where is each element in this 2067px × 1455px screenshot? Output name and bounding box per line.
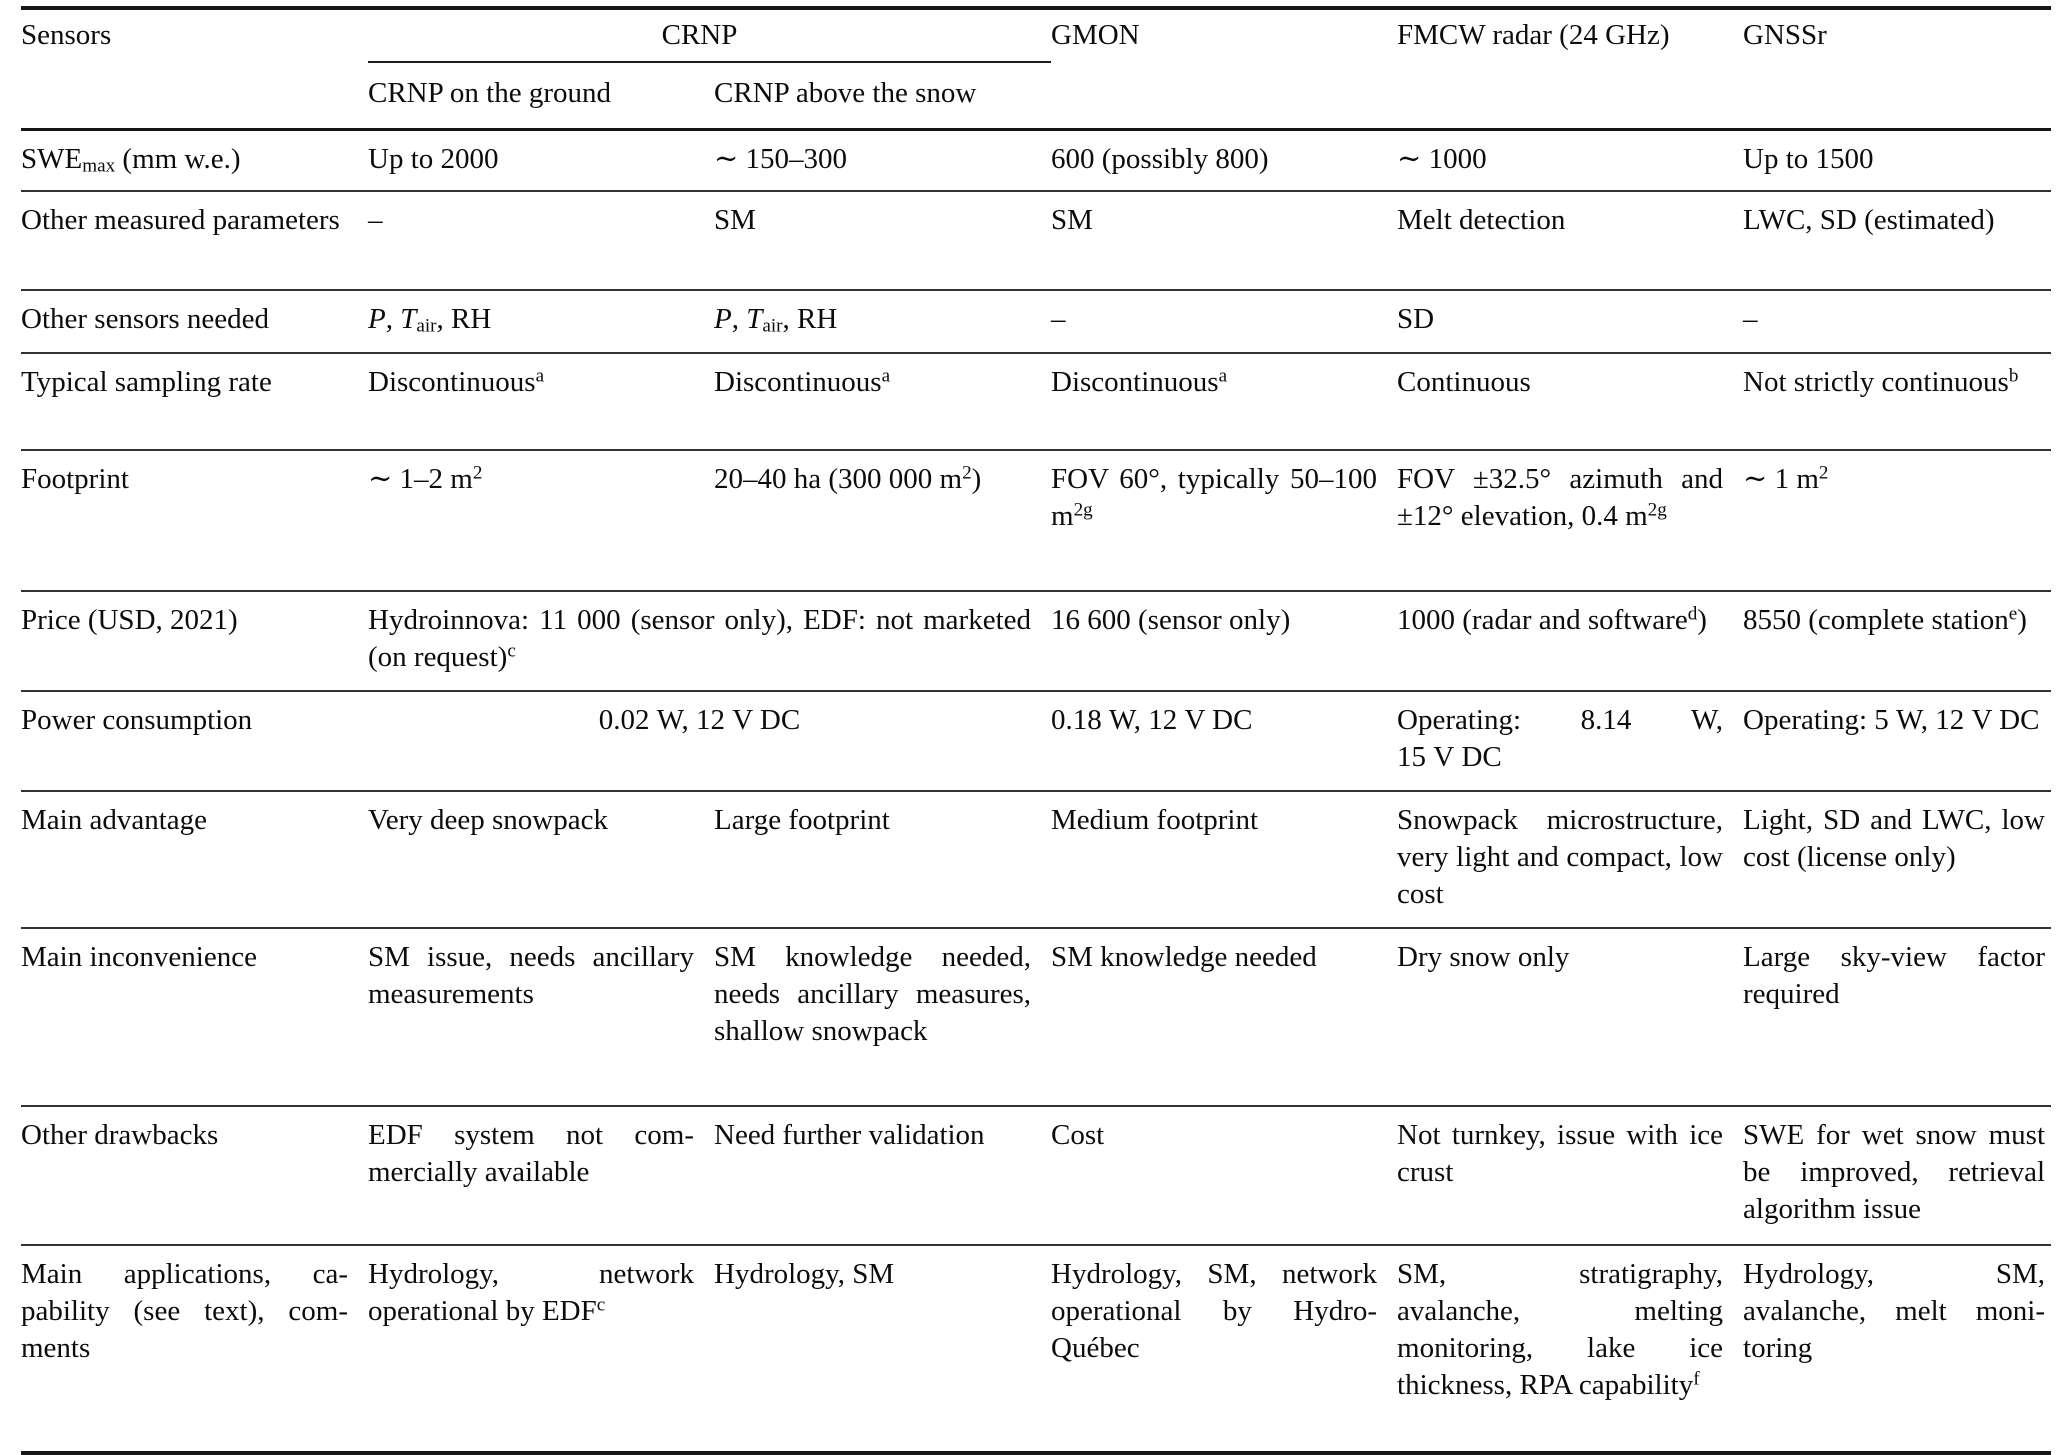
row-label: Other measured parameters bbox=[21, 191, 368, 290]
cell-gmon: – bbox=[1051, 290, 1397, 353]
cell-crnp-above-snow: SM bbox=[714, 191, 1051, 290]
cell-crnp-both: Hydroinnova: 11 000 (sensor only), EDF: not marketed (on request)$^c$ bbox=[368, 591, 1051, 691]
cell-gnssr: Hydrology, SM, avalanche, melt monitoring bbox=[1743, 1245, 2051, 1453]
sensor-comparison-table bbox=[21, 6, 2051, 1455]
row-other-sensors-needed bbox=[21, 290, 2051, 353]
cell-fmcw-radar: Operating: 8.14 W, 15 V DC bbox=[1397, 691, 1743, 791]
cell-gmon: Cost bbox=[1051, 1106, 1397, 1245]
row-label: Main inconvenience bbox=[21, 928, 368, 1106]
cell-gnssr: LWC, SD (estimated) bbox=[1743, 191, 2051, 290]
cell-gmon: Hydrology, SM, network operational by Hydro-Québec bbox=[1051, 1245, 1397, 1453]
cell-gmon: Discontinuous$^a$ bbox=[1051, 353, 1397, 450]
cell-crnp-ground: ∼ 1–2 $m^2$ bbox=[368, 450, 714, 591]
cell-crnp-both: 0.02 W, 12 V DC bbox=[368, 691, 1051, 791]
cell-crnp-ground: Very deep snowpack bbox=[368, 791, 714, 928]
row-footprint bbox=[21, 450, 2051, 591]
cell-gnssr: Not strictly continuous$^b$ bbox=[1743, 353, 2051, 450]
column-header-gnssr: GNSSr bbox=[1743, 8, 2051, 130]
cell-crnp-above-snow: 20–40 ha (300 000 $m^2$) bbox=[714, 450, 1051, 591]
row-power-consumption bbox=[21, 691, 2051, 791]
cell-gmon: 16 600 (sensor only) bbox=[1051, 591, 1397, 691]
cell-fmcw-radar: SD bbox=[1397, 290, 1743, 353]
cell-crnp-ground: Hydrology, network operational by EDF$^c$ bbox=[368, 1245, 714, 1453]
cell-gmon: 0.18 W, 12 V DC bbox=[1051, 691, 1397, 791]
row-other-measured-parameters bbox=[21, 191, 2051, 290]
cell-fmcw-radar: SM, stratigraphy, avalanche, melting monitoring, lake ice thickness, RPA capability$^f$ bbox=[1397, 1245, 1743, 1453]
cell-crnp-ground: SM issue, needs ancillary measurements bbox=[368, 928, 714, 1106]
cell-crnp-above-snow: Large footprint bbox=[714, 791, 1051, 928]
cell-crnp-above-snow: Need further validation bbox=[714, 1106, 1051, 1245]
column-header-gmon: GMON bbox=[1051, 8, 1397, 130]
cell-fmcw-radar: 1000 (radar and software$^d$) bbox=[1397, 591, 1743, 691]
row-label: Typical sampling rate bbox=[21, 353, 368, 450]
cell-gnssr: Operating: 5 W, 12 V DC bbox=[1743, 691, 2051, 791]
cell-gmon: Medium footprint bbox=[1051, 791, 1397, 928]
column-header-fmcw-radar: FMCW radar (24 GHz) bbox=[1397, 8, 1743, 130]
cell-gmon: SM bbox=[1051, 191, 1397, 290]
row-label: Power consumption bbox=[21, 691, 368, 791]
column-subheader-crnp-above-snow: CRNP above the snow bbox=[714, 62, 1051, 130]
row-main-advantage bbox=[21, 791, 2051, 928]
cell-crnp-ground: – bbox=[368, 191, 714, 290]
row-swe-max bbox=[21, 130, 2051, 192]
row-label: Price (USD, 2021) bbox=[21, 591, 368, 691]
cell-fmcw-radar: FOV ±32.5° azimuth and ±12° elevation, 0.4 $m^{2g}$ bbox=[1397, 450, 1743, 591]
cell-gnssr: Up to 1500 bbox=[1743, 143, 1874, 175]
cell-gnssr: ∼ 1 $m^2$ bbox=[1743, 450, 2051, 591]
row-main-applications bbox=[21, 1245, 2051, 1453]
cell-gnssr: SWE for wet snow must be improved, retrieval algorithm issue bbox=[1743, 1106, 2051, 1245]
cell-crnp-above-snow: Hydrology, SM bbox=[714, 1245, 1051, 1453]
cell-fmcw-radar: Snowpack microstructure, very light and compact, low cost bbox=[1397, 791, 1743, 928]
column-subheader-crnp-ground: CRNP on the ground bbox=[368, 62, 714, 130]
cell-gnssr: 8550 (complete station$^e$) bbox=[1743, 591, 2051, 691]
cell-gnssr: – bbox=[1743, 290, 2051, 353]
cell-crnp-above-snow: P, $T_{air}$, RH bbox=[714, 290, 1051, 353]
header-row bbox=[21, 8, 2051, 62]
cell-crnp-ground: P, $T_{air}$, RH bbox=[368, 290, 714, 353]
cell-crnp-ground: Up to 2000 bbox=[368, 143, 499, 175]
cell-gnssr: Large sky-view factor required bbox=[1743, 928, 2051, 1106]
row-other-drawbacks bbox=[21, 1106, 2051, 1245]
cell-fmcw-radar: ∼ 1000 bbox=[1397, 143, 1487, 175]
row-label: Main advantage bbox=[21, 791, 368, 928]
cell-gnssr: Light, SD and LWC, low cost (license only) bbox=[1743, 791, 2051, 928]
row-label: Other sensors needed bbox=[21, 290, 368, 353]
cell-gmon: 600 (possibly 800) bbox=[1051, 143, 1269, 175]
column-header-sensors: Sensors bbox=[21, 8, 368, 130]
cell-gmon: FOV 60°, typically 50–100 $m^{2g}$ bbox=[1051, 450, 1397, 591]
cell-crnp-above-snow: ∼ 150–300 bbox=[714, 143, 848, 175]
row-label: Footprint bbox=[21, 450, 368, 591]
cell-crnp-ground: Discontinuous$^a$ bbox=[368, 353, 714, 450]
cell-crnp-above-snow: Discontinuous$^a$ bbox=[714, 353, 1051, 450]
row-typical-sampling-rate bbox=[21, 353, 2051, 450]
row-label: Other drawbacks bbox=[21, 1106, 368, 1245]
cell-fmcw-radar: Not turnkey, issue with ice crust bbox=[1397, 1106, 1743, 1245]
row-main-inconvenience bbox=[21, 928, 2051, 1106]
cell-crnp-ground: EDF system not commercially available bbox=[368, 1106, 714, 1245]
row-label: Main applications, capability (see text), comments bbox=[21, 1245, 368, 1453]
cell-fmcw-radar: Dry snow only bbox=[1397, 928, 1743, 1106]
cell-fmcw-radar: Continuous bbox=[1397, 353, 1743, 450]
row-label: $SWE_{max}$ (mm w.e.) bbox=[21, 143, 241, 177]
cell-fmcw-radar: Melt detection bbox=[1397, 191, 1743, 290]
column-group-header-crnp: CRNP bbox=[368, 8, 1051, 62]
row-price bbox=[21, 591, 2051, 691]
cell-crnp-above-snow: SM knowledge needed, needs ancillary measures, shallow snowpack bbox=[714, 928, 1051, 1106]
cell-gmon: SM knowledge needed bbox=[1051, 928, 1397, 1106]
